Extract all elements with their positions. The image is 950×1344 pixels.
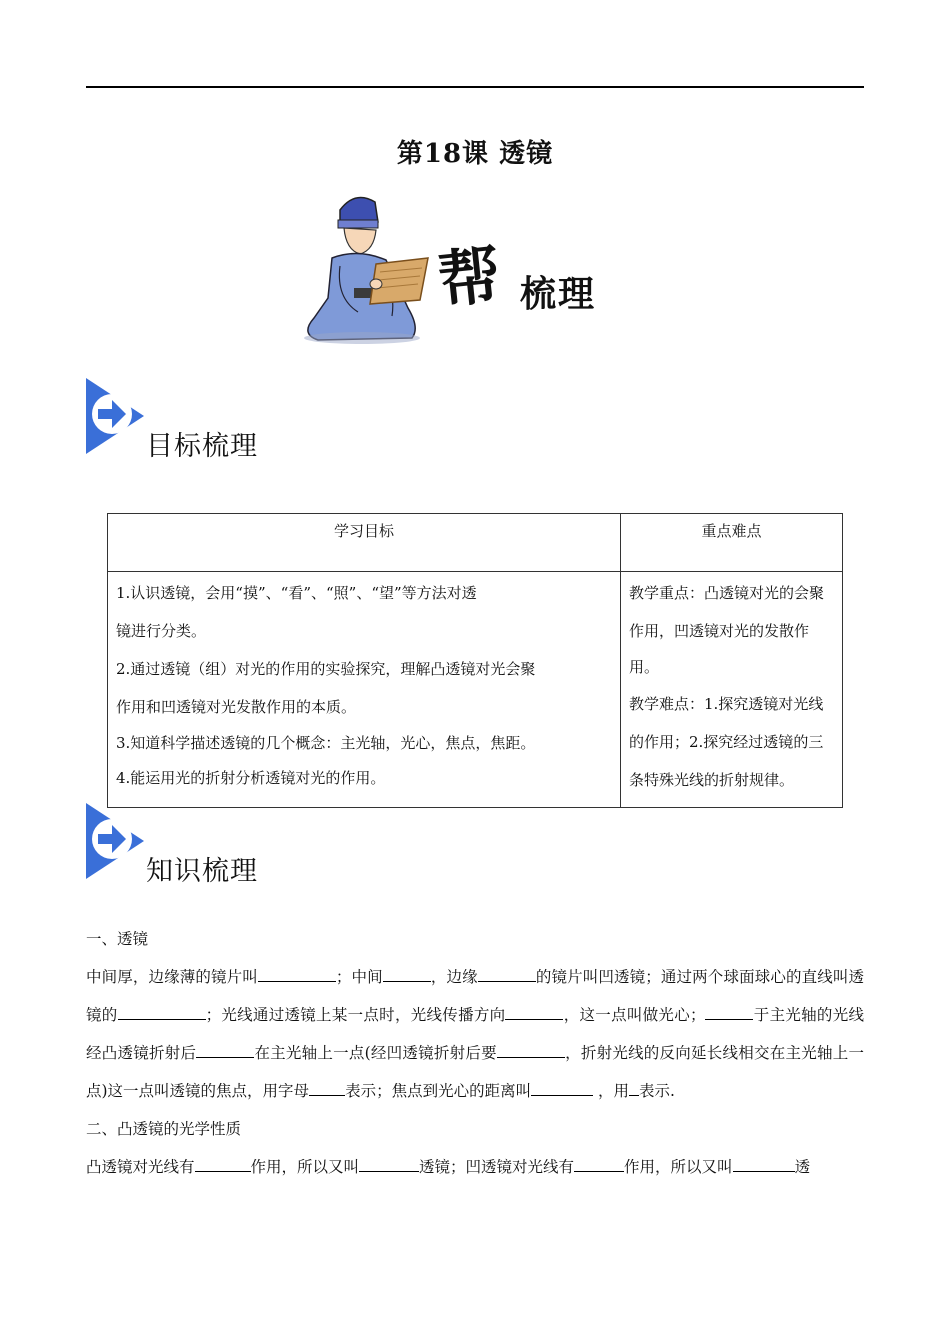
text-span: ，用 — [593, 1082, 630, 1100]
goal-line: 3.知道科学描述透镜的几个概念：主光轴，光心，焦点，焦距。 — [116, 734, 536, 752]
answer-blank[interactable] — [196, 1043, 254, 1058]
text-span: ，这一点叫做光心； — [563, 1006, 706, 1024]
banner-char: 帮 — [434, 237, 505, 318]
key-line: 用。 — [629, 658, 660, 676]
goals-table — [107, 513, 843, 808]
key-line: 教学重点：凸透镜对光的会聚 — [629, 584, 825, 602]
goal-line: 镜进行分类。 — [116, 622, 207, 640]
answer-blank[interactable] — [258, 967, 336, 982]
text-span: 在主光轴上一点(经凹透镜折射后要 — [254, 1044, 497, 1062]
text-span: 线叫透镜的 — [86, 968, 864, 1024]
lesson-title: 第18课 透镜 — [396, 139, 554, 169]
learning-goals-cell — [108, 572, 621, 808]
section-title: 目标梳理 — [146, 431, 258, 462]
banner — [300, 188, 630, 348]
answer-blank[interactable] — [574, 1157, 624, 1172]
text-span: 的镜片叫凹透镜；通过两个球面球心的直 — [535, 968, 818, 986]
table-header-row — [108, 514, 843, 572]
text-span: 于 — [753, 1006, 770, 1024]
answer-blank[interactable] — [195, 1157, 251, 1172]
table-header: 重点难点 — [621, 514, 843, 572]
key-line: 的作用；2.探究经过透镜的三 — [629, 733, 824, 751]
arrow-right-icon — [86, 803, 144, 879]
table-header: 学习目标 — [108, 514, 621, 572]
text-span: 表示；焦点到光心的距离叫 — [345, 1082, 532, 1100]
answer-blank[interactable] — [497, 1043, 565, 1058]
subheading: 二、凸透镜的光学性质 — [86, 1120, 242, 1138]
text-span: 线相交在主光轴上一点)这一点叫透镜的焦点，用字母 — [86, 1044, 864, 1100]
section-heading-goals — [86, 378, 386, 462]
answer-blank[interactable] — [733, 1157, 795, 1172]
text-span: 作用，所以又叫 — [250, 1158, 360, 1176]
text-span: 透镜；凹透镜对光线有 — [419, 1158, 575, 1176]
text-span: 中间厚，边缘薄的镜片叫 — [86, 968, 258, 986]
goal-line: 1.认识透镜，会用“摸”、“看”、“照”、“望”等方法对透 — [116, 584, 477, 602]
text-span: 主光轴的光线经凸透镜折射后 — [86, 1006, 864, 1062]
section-heading-knowledge — [86, 803, 386, 887]
answer-blank[interactable] — [531, 1081, 593, 1096]
arrow-right-icon — [86, 378, 144, 454]
top-rule — [86, 86, 864, 88]
key-points-cell — [621, 572, 843, 808]
answer-blank[interactable] — [309, 1081, 345, 1096]
subheading: 一、透镜 — [86, 930, 149, 948]
text-span: ；中间 — [335, 968, 383, 986]
answer-blank[interactable] — [705, 1005, 753, 1020]
table-row — [108, 572, 843, 808]
goal-line: 2.通过透镜（组）对光的作用的实验探究，理解凸透镜对光会聚 — [116, 660, 536, 678]
key-line: 条特殊光线的折射规律。 — [629, 771, 795, 789]
banner-label: 梳理 — [520, 274, 597, 315]
answer-blank[interactable] — [118, 1005, 206, 1020]
section-title: 知识梳理 — [146, 856, 258, 887]
answer-blank[interactable] — [505, 1005, 563, 1020]
text-span: ，边缘 — [430, 968, 478, 986]
fill-in-paragraph — [86, 958, 864, 1110]
answer-blank[interactable] — [629, 1081, 639, 1096]
key-line: 作用，凹透镜对光的发散作 — [629, 622, 810, 640]
knowledge-content — [86, 920, 864, 1186]
goal-line: 4.能运用光的折射分析透镜对光的作用。 — [116, 769, 386, 787]
answer-blank[interactable] — [478, 967, 536, 982]
text-span: 透 — [794, 1158, 811, 1176]
scholar-illustration — [300, 188, 440, 348]
text-span: ，折射光线的反向延长 — [564, 1044, 723, 1062]
text-span: 表示. — [639, 1082, 675, 1100]
key-line: 教学难点：1.探究透镜对光线 — [629, 695, 824, 713]
goal-line: 作用和凹透镜对光发散作用的本质。 — [116, 698, 357, 716]
fill-in-paragraph — [86, 1148, 864, 1186]
text-span: 作用，所以又叫 — [624, 1158, 733, 1176]
answer-blank[interactable] — [383, 967, 431, 982]
answer-blank[interactable] — [359, 1157, 419, 1172]
text-span: 凸透镜对光线有 — [86, 1158, 195, 1176]
text-span: ；光线通过透镜上某一点时，光线传播方向 — [205, 1006, 506, 1024]
